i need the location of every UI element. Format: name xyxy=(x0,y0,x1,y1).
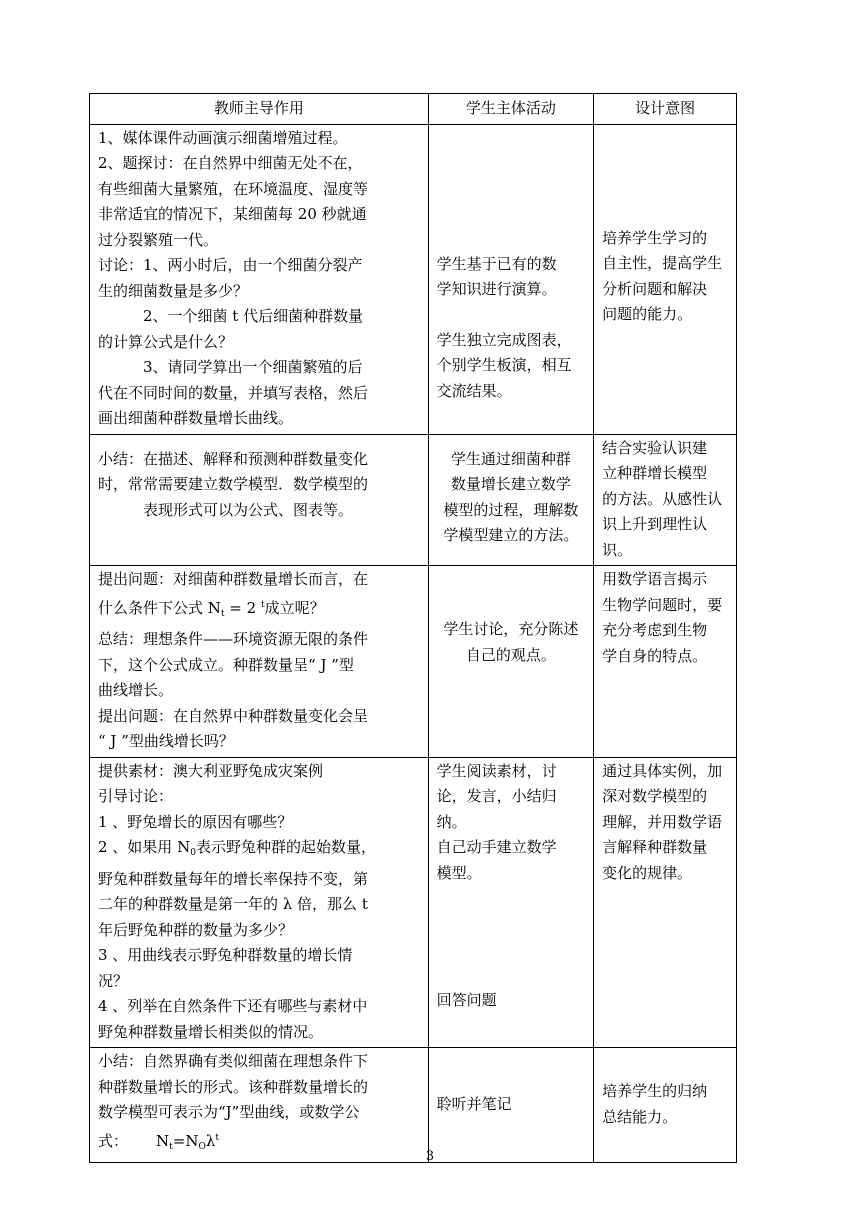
teacher-cell: 小结：在描述、解释和预测种群数量变化 时，常常需要建立数学模型．数学模型的 表现形式可以为公式、图表等。 xyxy=(90,434,429,566)
teacher-cell: 1、媒体课件动画演示细菌增殖过程。 2、题探讨：在自然界中细菌无处不在， 有些细菌大量繁殖，在环境温度、湿度等 非常适宜的情况下，某细菌每 20 秒就通 过分裂繁殖一代。 讨论：1、两小时后，由一个细菌分裂产 生的细菌数量是多少？ 2、一个细菌 t 代后细菌种群数量 的计算公式是什么？ 3、请同学算出一个细菌繁殖的后 代在不同时间的数量，并填写表格，然后 画出细菌种群数量增长曲线。 xyxy=(90,124,429,434)
lesson-plan-table xyxy=(89,93,737,1163)
page-number: 3 xyxy=(425,1149,435,1164)
table-row xyxy=(90,434,737,566)
student-cell: 学生基于已有的数 学知识进行演算。 学生独立完成图表， 个别学生板演，相互 交流结果。 xyxy=(428,124,594,434)
student-cell: 学生阅读素材，讨 论，发言，小结归纳。 自己动手建立数学 模型。 回答问题 xyxy=(428,757,594,1048)
teacher-cell: 提出问题：对细菌种群数量增长而言，在 什么条件下公式 $N_t = 2$ $^t$成立呢？ 总结：理想条件——环境资源无限的条件 下，这个公式成立。种群数量呈“ J ”型 曲线增长。 提出问题：在自然界中种群数量变化会呈 “ J ”型曲线增长吗？ xyxy=(90,566,429,758)
intent-cell: 用数学语言揭示 生物学问题时，要 充分考虑到生物 学自身的特点。 xyxy=(594,566,737,758)
formula-nt: 什么条件下公式 $N_t = 2$ $^t$成立呢？ xyxy=(98,598,325,619)
student-cell: 学生通过细菌种群 数量增长建立数学 模型的过程，理解数 学模型建立的方法。 xyxy=(428,434,594,566)
table-row xyxy=(90,1048,737,1163)
intent-cell: 通过具体实例，加 深对数学模型的 理解，并用数学语 言解释种群数量 变化的规律。 xyxy=(594,757,737,1048)
teacher-cell: 小结：自然界确有类似细菌在理想条件下 种群数量增长的形式。该种群数量增长的 数学模型可表示为“J”型曲线，或数学公 式： $N_t=N_O\lambda^t$ xyxy=(90,1048,429,1163)
header-student: 学生主体活动 xyxy=(428,94,594,125)
teacher-cell: 提供素材：澳大利亚野兔成灾案例 引导讨论： 1 、野兔增长的原因有哪些？ 2 、如果用 $N_0$表示野兔种群的起始数量， 野兔种群数量每年的增长率保持不变，第 二年的种群数量是第一年的 λ 倍，那么 t 年后野兔种群的数量为多少？ 3 、用曲线表示野兔种群数量的增长情 况？ 4 、列举在自然条件下还有哪些与素材中 野兔种群数量增长相类似的情况。 xyxy=(90,757,429,1048)
table-row xyxy=(90,566,737,758)
student-cell: 学生讨论，充分陈述 自己的观点。 xyxy=(428,566,594,758)
header-teacher: 教师主导作用 xyxy=(90,94,429,125)
student-cell: 聆听并笔记 xyxy=(428,1048,594,1163)
header-intent: 设计意图 xyxy=(594,94,737,125)
intent-cell: 培养学生的归纳 总结能力。 xyxy=(594,1048,737,1163)
intent-cell: 培养学生学习的 自主性，提高学生 分析问题和解决 问题的能力。 xyxy=(594,124,737,434)
table-row xyxy=(90,124,737,434)
table-row xyxy=(90,757,737,1048)
formula-n0: 2 、如果用 $N_0$表示野兔种群的起始数量， xyxy=(98,838,376,858)
table-header-row xyxy=(90,94,737,125)
formula-nt-lambda: 式： $N_t=N_O\lambda^t$ xyxy=(98,1131,219,1152)
intent-cell: 结合实验认识建 立种群增长模型 的方法。从感性认 识上升到理性认 识。 xyxy=(594,434,737,566)
